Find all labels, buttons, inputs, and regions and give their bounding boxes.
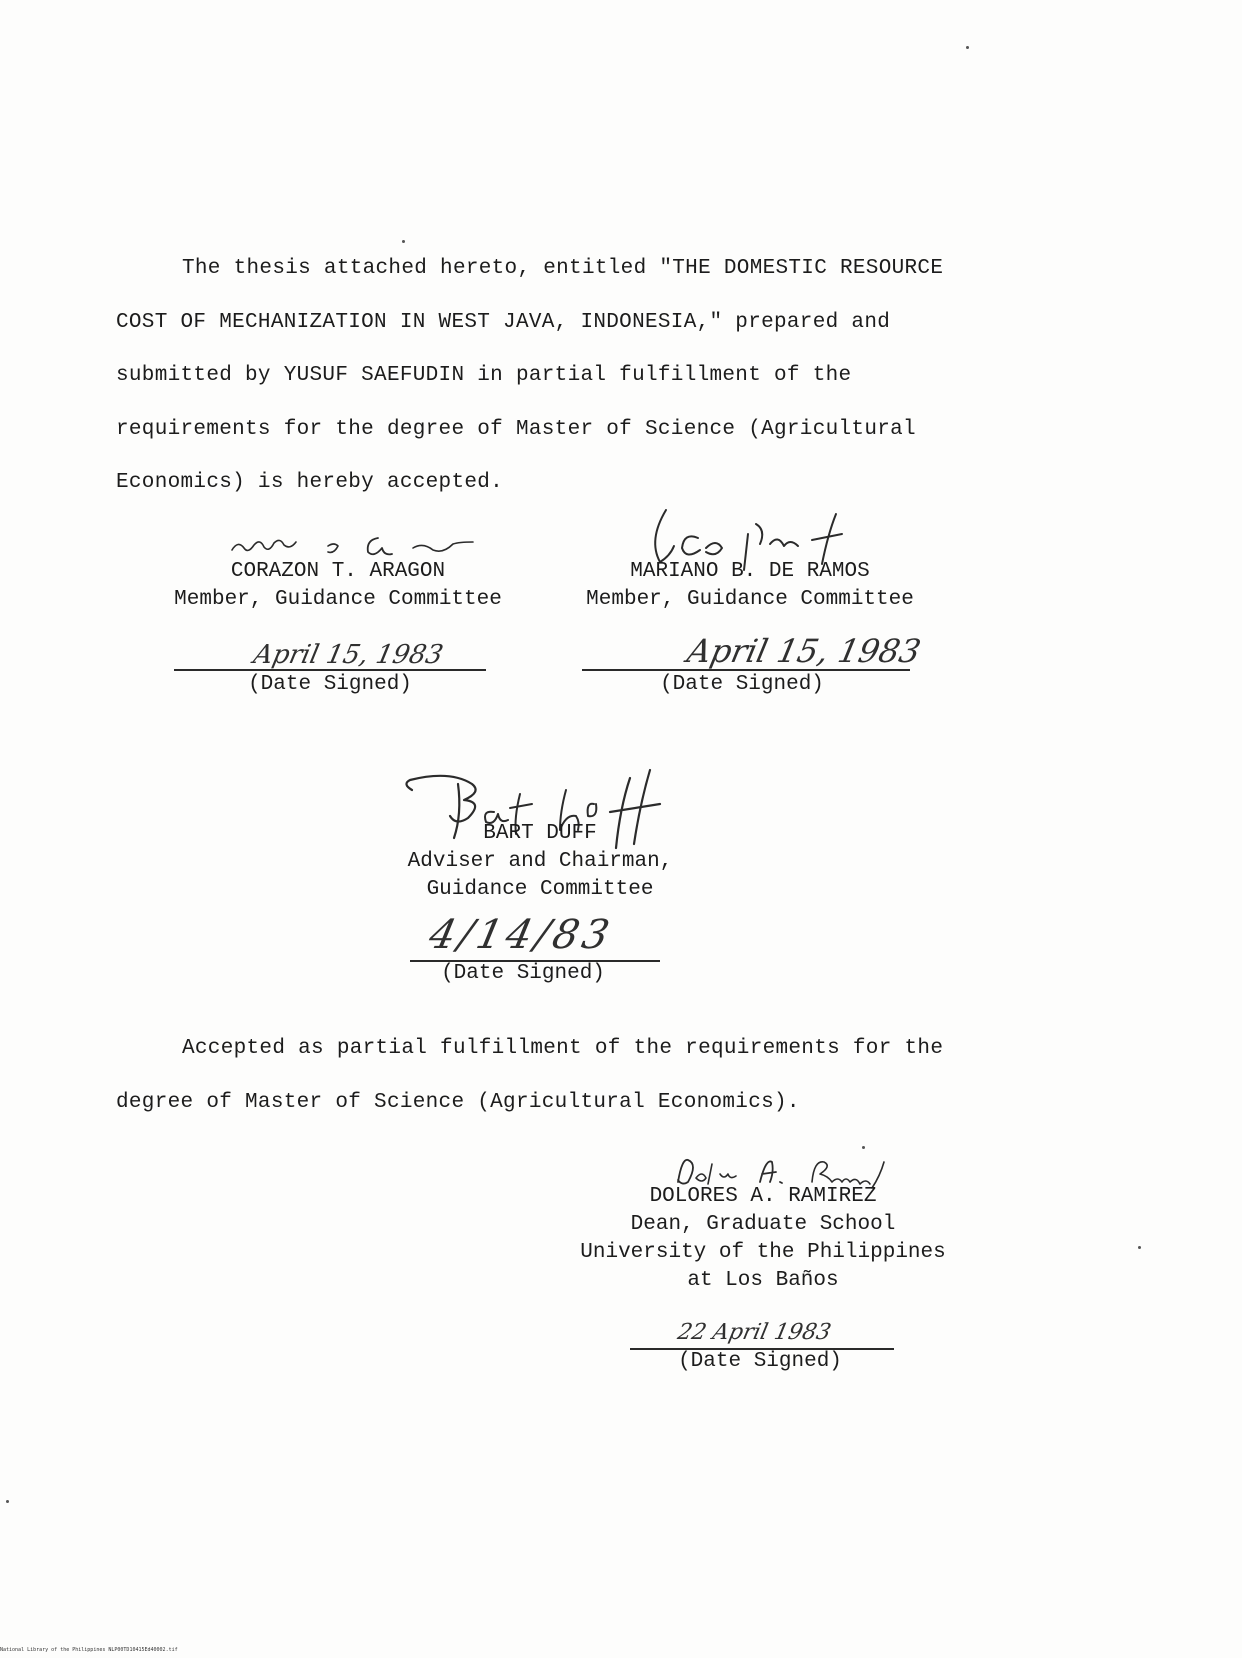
acceptance-paragraph xyxy=(116,242,943,510)
scan-speck xyxy=(1138,1246,1141,1249)
duff-block xyxy=(380,820,700,904)
final-acceptance-paragraph xyxy=(116,1022,943,1129)
aragon-title: Member, Guidance Committee xyxy=(174,588,502,611)
ramos-date-line xyxy=(582,669,910,671)
ramirez-name: DOLORES A. RAMIREZ xyxy=(649,1185,877,1208)
ramos-block xyxy=(580,558,920,614)
aragon-block xyxy=(168,558,508,614)
final-acceptance-line: degree of Master of Science (Agricultural Economics). xyxy=(116,1090,800,1114)
ramos-date-handwritten: April 15, 1983 xyxy=(683,632,925,670)
aragon-name: CORAZON T. ARAGON xyxy=(230,560,446,583)
ramos-title: Member, Guidance Committee xyxy=(586,588,914,611)
ramos-name: MARIANO B. DE RAMOS xyxy=(630,560,870,583)
acceptance-line: COST OF MECHANIZATION IN WEST JAVA, INDONESIA," prepared and xyxy=(116,310,891,334)
acceptance-line: The thesis attached hereto, entitled "THE DOMESTIC RESOURCE xyxy=(182,257,944,280)
duff-date-label: (Date Signed) xyxy=(441,962,605,985)
scan-speck xyxy=(402,240,405,243)
aragon-date-line xyxy=(174,669,486,671)
scan-speck xyxy=(6,1500,9,1503)
scan-speck xyxy=(966,46,969,49)
duff-date-handwritten: 4/14/83 xyxy=(425,912,618,958)
acceptance-line: Economics) is hereby accepted. xyxy=(116,471,504,494)
ramirez-date-handwritten: 22 April 1983 xyxy=(675,1320,834,1345)
scan-speck xyxy=(862,1146,865,1149)
ramirez-title-line2: University of the Philippines xyxy=(580,1241,946,1264)
duff-title-line1: Adviser and Chairman, xyxy=(407,850,673,873)
aragon-date-handwritten: April 15, 1983 xyxy=(250,640,446,670)
ramirez-title-line3: at Los Baños xyxy=(687,1269,839,1292)
scan-footer: National Library of the Philippines NLP00TD10415Ed40002.tif xyxy=(0,1647,178,1653)
duff-title-line2: Guidance Committee xyxy=(426,878,654,901)
ramirez-block xyxy=(580,1183,946,1295)
ramos-date-label: (Date Signed) xyxy=(660,673,824,696)
acceptance-line: submitted by YUSUF SAEFUDIN in partial fulfillment of the xyxy=(116,364,852,387)
ramirez-date-label: (Date Signed) xyxy=(678,1350,842,1373)
ramirez-title-line1: Dean, Graduate School xyxy=(630,1213,896,1236)
aragon-date-label: (Date Signed) xyxy=(248,673,412,696)
duff-name: BART DUFF xyxy=(483,822,597,845)
final-acceptance-line: Accepted as partial fulfillment of the requirements for the xyxy=(182,1037,944,1060)
acceptance-line: requirements for the degree of Master of Science (Agricultural xyxy=(116,417,916,441)
